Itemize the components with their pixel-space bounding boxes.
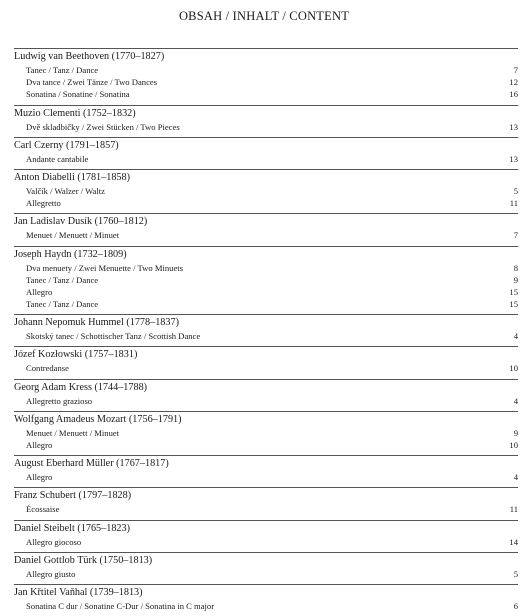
page-number: 14 [509, 536, 518, 547]
toc-entry [14, 427, 518, 439]
composer-section [14, 379, 518, 411]
composer-section [14, 346, 518, 378]
page-number: 7 [513, 230, 518, 241]
composer-name: Daniel Steibelt (1765–1823) [14, 522, 131, 534]
toc-entry [14, 274, 518, 286]
piece-title: Allegretto [26, 198, 61, 209]
composer-name: Jan Ladislav Dusík (1760–1812) [14, 216, 148, 228]
composer-section [14, 520, 518, 552]
page-number: 4 [513, 331, 518, 342]
toc-entry [14, 298, 518, 310]
piece-title: Tanec / Tanz / Dance [26, 65, 99, 75]
composer-name: August Eberhard Müller (1767–1817) [14, 458, 169, 470]
composer-section [14, 455, 518, 487]
toc-entry [14, 536, 518, 548]
toc-entry [14, 229, 518, 241]
piece-title: Valčík / Walzer / Waltz [26, 185, 105, 196]
page-number: 6 [513, 600, 518, 611]
piece-title: Dva tance / Zwei Tänze / Two Dances [26, 77, 158, 88]
page-number: 13 [509, 153, 518, 164]
page-number: 5 [513, 185, 518, 196]
composer-section [14, 48, 518, 105]
composer-section [14, 552, 518, 584]
table-of-contents [14, 48, 518, 616]
toc-entry [14, 153, 518, 165]
composer-name: Franz Schubert (1797–1828) [14, 490, 132, 502]
toc-entry [14, 286, 518, 298]
page-number: 12 [509, 77, 518, 88]
composer-section [14, 246, 518, 315]
page-number: 15 [509, 286, 518, 297]
composer-section [14, 314, 518, 346]
piece-title: Skotský tanec / Schottischer Tanz / Scottish Dance [26, 331, 201, 342]
composer-section [14, 137, 518, 169]
composer-name: Daniel Gottlob Türk (1750–1813) [14, 554, 153, 566]
composer-name: Muzio Clementi (1752–1832) [14, 107, 136, 119]
page-number: 4 [513, 472, 518, 483]
composer-name: Ludwig van Beethoven (1770–1827) [14, 51, 165, 62]
toc-entry [14, 471, 518, 483]
page-number: 10 [509, 363, 518, 374]
toc-entry [14, 568, 518, 580]
toc-entry [14, 197, 518, 209]
composer-section [14, 105, 518, 137]
piece-title: Allegro [26, 286, 53, 297]
page-number: 10 [509, 440, 518, 450]
piece-title: Écossaise [26, 504, 60, 515]
page-number: 8 [513, 262, 518, 273]
composer-name: Johann Nepomuk Hummel (1778–1837) [14, 317, 179, 329]
toc-entry [14, 64, 518, 76]
page-number: 9 [513, 427, 518, 438]
composer-name: Jan Křtitel Vaňhal (1739–1813) [14, 586, 143, 598]
piece-title: Allegro giocoso [26, 536, 82, 547]
composer-name: Józef Kozłowski (1757–1831) [14, 349, 138, 361]
piece-title: Andante cantabile [26, 153, 89, 164]
composer-section [14, 213, 518, 245]
composer-section [14, 411, 518, 455]
composer-name: Joseph Haydn (1732–1809) [14, 248, 127, 260]
piece-title: Dva menuety / Zwei Menuette / Two Minuets [26, 262, 183, 273]
piece-title: Contredanse [26, 363, 69, 374]
page-number: 9 [513, 274, 518, 285]
page-number: 7 [513, 65, 518, 75]
piece-title: Allegro [26, 472, 53, 483]
piece-title: Allegro [26, 440, 53, 450]
piece-title: Tanec / Tanz / Dance [26, 274, 99, 285]
composer-name: Wolfgang Amadeus Mozart (1756–1791) [14, 413, 182, 425]
composer-name: Anton Diabelli (1781–1858) [14, 171, 131, 183]
toc-entry [14, 503, 518, 515]
composer-name: Carl Czerny (1791–1857) [14, 139, 119, 151]
piece-title: Menuet / Menuett / Minuet [26, 427, 120, 438]
page-number: 16 [509, 89, 518, 100]
toc-entry [14, 362, 518, 374]
toc-entry [14, 395, 518, 407]
piece-title: Sonatina C dur / Sonatine C-Dur / Sonatina in C major [26, 600, 215, 611]
toc-entry [14, 185, 518, 197]
page-number: 11 [509, 198, 518, 209]
toc-entry [14, 600, 518, 612]
piece-title: Tanec / Tanz / Dance [26, 299, 99, 310]
composer-section [14, 487, 518, 519]
toc-entry [14, 88, 518, 100]
toc-entry [14, 76, 518, 88]
piece-title: Menuet / Menuett / Minuet [26, 230, 120, 241]
page-number: 15 [509, 299, 518, 310]
piece-title: Allegretto grazioso [26, 395, 93, 406]
page-title: OBSAH / INHALT / CONTENT [178, 9, 350, 23]
page-number: 13 [509, 121, 518, 132]
toc-entry [14, 262, 518, 274]
page-number: 4 [513, 395, 518, 406]
piece-title: Dvě skladbičky / Zwei Stücken / Two Pieces [26, 121, 180, 132]
toc-entry [14, 121, 518, 133]
composer-name: Georg Adam Kress (1744–1788) [14, 381, 148, 393]
piece-title: Allegro giusto [26, 568, 76, 579]
toc-entry [14, 330, 518, 342]
composer-section [14, 169, 518, 213]
piece-title: Sonatina / Sonatine / Sonatina [26, 89, 130, 100]
toc-entry [14, 439, 518, 451]
page-number: 11 [509, 504, 518, 515]
page-number: 5 [513, 568, 518, 579]
